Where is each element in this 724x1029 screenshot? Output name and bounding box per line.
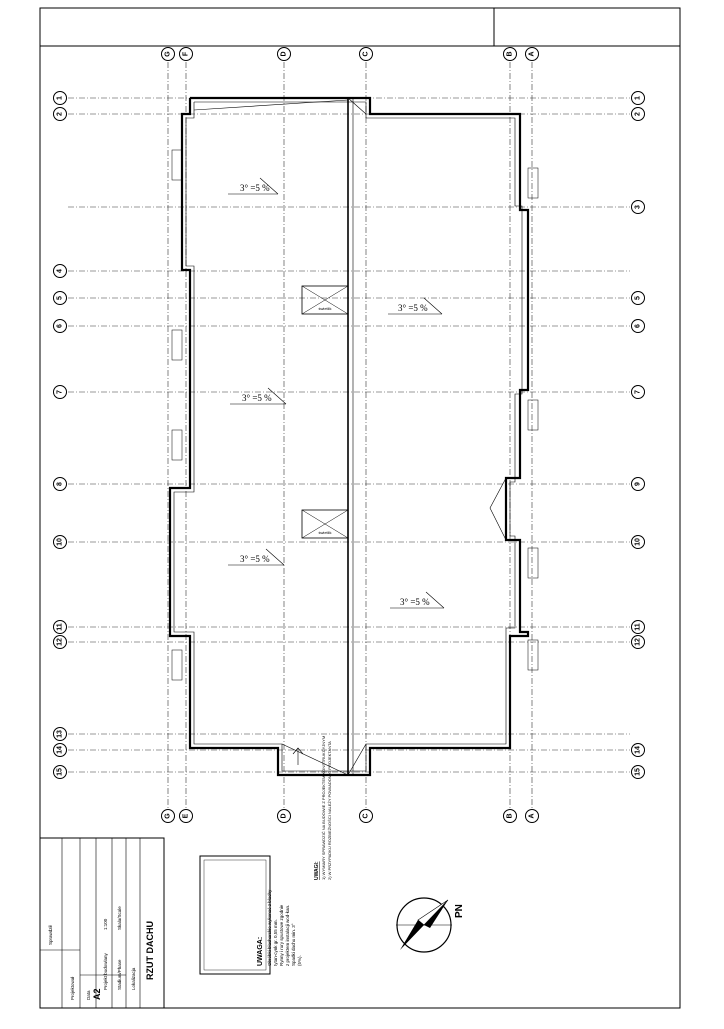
- slope-annotation-1: [228, 178, 278, 194]
- gutter-detail-marks: [172, 150, 538, 680]
- building-outline: [170, 98, 528, 775]
- remarks-block: [314, 736, 332, 880]
- bay-window-outline: [490, 478, 506, 540]
- skylight-1: [302, 286, 348, 314]
- grid-bubble-left-14: [54, 744, 67, 757]
- stage-value: Projekt budowlany: [103, 953, 108, 990]
- grid-bubble-right-3: [632, 201, 645, 214]
- address-label: Lokalizacja: [131, 967, 136, 990]
- grid-bubble-top-B: [504, 48, 517, 61]
- slope-annotation-5: [390, 592, 444, 608]
- sheet-frame: [40, 8, 680, 1008]
- grid-bubble-right-10: [632, 536, 645, 549]
- valley-line-top-left: [194, 100, 348, 110]
- svg-text:F: F: [182, 51, 190, 57]
- date-label: Data: [86, 990, 91, 1000]
- valley-line-top: [348, 98, 366, 114]
- svg-text:11: 11: [56, 623, 64, 631]
- note-box: [200, 856, 302, 974]
- grid-bubble-left-4: [54, 265, 67, 278]
- scale-label: Skala/Scale: [117, 906, 122, 930]
- note-line-3: Rynny i rury spustowe zgodnie: [279, 904, 284, 966]
- svg-text:9: 9: [634, 482, 642, 486]
- note-line-4: z projektem instalacji wod-kan.: [285, 904, 290, 966]
- grid-bubble-left-13: [54, 728, 67, 741]
- svg-text:3° =5 %: 3° =5 %: [400, 597, 430, 607]
- stage-label: Stadium/Phase: [117, 959, 122, 990]
- grid-bubble-bottom-G: [162, 810, 175, 823]
- grid-bubble-left-15: [54, 766, 67, 779]
- svg-text:B: B: [506, 813, 514, 819]
- svg-text:3° =5 %: 3° =5 %: [242, 393, 272, 403]
- grid-bubble-right-6: [632, 320, 645, 333]
- svg-text:3° =5 %: 3° =5 %: [240, 554, 270, 564]
- svg-text:B: B: [506, 51, 514, 57]
- grid-bubble-left-10: [54, 536, 67, 549]
- slope-annotation-2: [388, 298, 442, 314]
- svg-text:4: 4: [56, 269, 64, 273]
- slope-annotation-4: [228, 549, 284, 565]
- note-line-6: (5%).: [297, 955, 302, 966]
- svg-text:E: E: [182, 813, 190, 819]
- remarks-title: UWAGI:: [314, 861, 320, 880]
- remark-line-1: 1) WYMIARY SPRAWDZIĆ NA BUDOWIE Z PROJEKTEM KONSTRUKCYJNYM: [321, 735, 326, 880]
- svg-text:D: D: [280, 813, 288, 819]
- svg-text:7: 7: [634, 390, 642, 394]
- svg-text:10: 10: [56, 538, 64, 546]
- grid-bubble-left-11: [54, 621, 67, 634]
- svg-text:1: 1: [56, 96, 64, 100]
- grid-axes: [54, 48, 645, 823]
- grid-bubble-bottom-E: [180, 810, 193, 823]
- grid-bubble-left-2: [54, 108, 67, 121]
- svg-text:A: A: [528, 51, 536, 57]
- note-line-5: Spadki dachu min. 3°: [291, 923, 296, 966]
- header-strip: [40, 8, 680, 46]
- sheet-number: A2: [92, 988, 102, 1000]
- grid-bubble-left-12: [54, 636, 67, 649]
- svg-text:8: 8: [56, 482, 64, 486]
- grid-bubble-right-11: [632, 621, 645, 634]
- svg-text:D: D: [280, 51, 288, 57]
- slope-annotations: [228, 178, 444, 608]
- slope-annotation-3: [230, 388, 286, 404]
- remark-line-2: 2) W PRZYPADKU ROZBIEŻNOŚCI NALEŻY POWIADOMIĆ PROJEKTANTA: [327, 741, 332, 880]
- valley-line-bottom-left: [282, 744, 348, 775]
- grid-bubble-right-7: [632, 386, 645, 399]
- svg-text:G: G: [164, 813, 172, 819]
- grid-bubble-left-1: [54, 92, 67, 105]
- grid-bubble-top-D: [278, 48, 291, 61]
- svg-text:2: 2: [56, 112, 64, 116]
- valley-line-bottom-right: [348, 744, 366, 775]
- outer-wall-outline: [170, 98, 528, 775]
- designer-label: Projektował: [70, 976, 75, 1000]
- grid-bubble-bottom-D: [278, 810, 291, 823]
- grid-bubble-left-6: [54, 320, 67, 333]
- scale-value: 1:100: [103, 918, 108, 930]
- svg-text:12: 12: [56, 638, 64, 646]
- note-title: UWAGA:: [257, 936, 264, 966]
- svg-text:A: A: [528, 813, 536, 819]
- north-arrow: [396, 898, 465, 952]
- svg-text:1: 1: [634, 96, 642, 100]
- grid-bubble-bottom-A: [526, 810, 539, 823]
- grid-bubble-top-C: [360, 48, 373, 61]
- svg-text:7: 7: [56, 390, 64, 394]
- svg-text:C: C: [362, 51, 370, 57]
- skylights: [302, 286, 348, 538]
- skylight-2: [302, 510, 348, 538]
- svg-text:15: 15: [634, 768, 642, 776]
- grid-bubble-left-5: [54, 292, 67, 305]
- svg-text:14: 14: [634, 746, 642, 754]
- svg-text:10: 10: [634, 538, 642, 546]
- note-line-1: Obróbki blacharskie wykonać z blachy: [267, 889, 272, 966]
- grid-bubble-right-9: [632, 478, 645, 491]
- grid-bubble-top-G: [162, 48, 175, 61]
- svg-text:C: C: [362, 813, 370, 819]
- svg-text:12: 12: [634, 638, 642, 646]
- grid-bubble-bottom-C: [360, 810, 373, 823]
- grid-bubble-bottom-B: [504, 810, 517, 823]
- svg-text:G: G: [164, 51, 172, 57]
- skylight-2-label: świetlik: [318, 530, 332, 535]
- svg-text:6: 6: [634, 324, 642, 328]
- svg-text:11: 11: [634, 623, 642, 631]
- grid-bubble-right-12: [632, 636, 645, 649]
- drawing-title: RZUT DACHU: [145, 921, 155, 980]
- svg-text:3° =5 %: 3° =5 %: [398, 303, 428, 313]
- grid-bubble-right-1: [632, 92, 645, 105]
- svg-text:2: 2: [634, 112, 642, 116]
- grid-bubble-left-7: [54, 386, 67, 399]
- north-label: PN: [454, 904, 465, 918]
- svg-text:3: 3: [634, 205, 642, 209]
- skylight-1-label: świetlik: [318, 306, 332, 311]
- grid-bubble-top-A: [526, 48, 539, 61]
- svg-text:15: 15: [56, 768, 64, 776]
- svg-text:6: 6: [56, 324, 64, 328]
- svg-text:5: 5: [56, 296, 64, 300]
- grid-bubble-right-14: [632, 744, 645, 757]
- grid-bubble-right-5: [632, 292, 645, 305]
- svg-text:13: 13: [56, 730, 64, 738]
- grid-bubble-left-8: [54, 478, 67, 491]
- grid-bubble-right-15: [632, 766, 645, 779]
- checker-label: Sprawdził: [48, 925, 53, 945]
- svg-text:5: 5: [634, 296, 642, 300]
- svg-text:3° =5 %: 3° =5 %: [240, 183, 270, 193]
- title-block: [40, 838, 164, 1008]
- grid-bubble-top-F: [180, 48, 193, 61]
- grid-bubble-right-2: [632, 108, 645, 121]
- note-line-2: tytan-cynk gr. 0,55 mm.: [273, 919, 278, 966]
- svg-text:14: 14: [56, 746, 64, 754]
